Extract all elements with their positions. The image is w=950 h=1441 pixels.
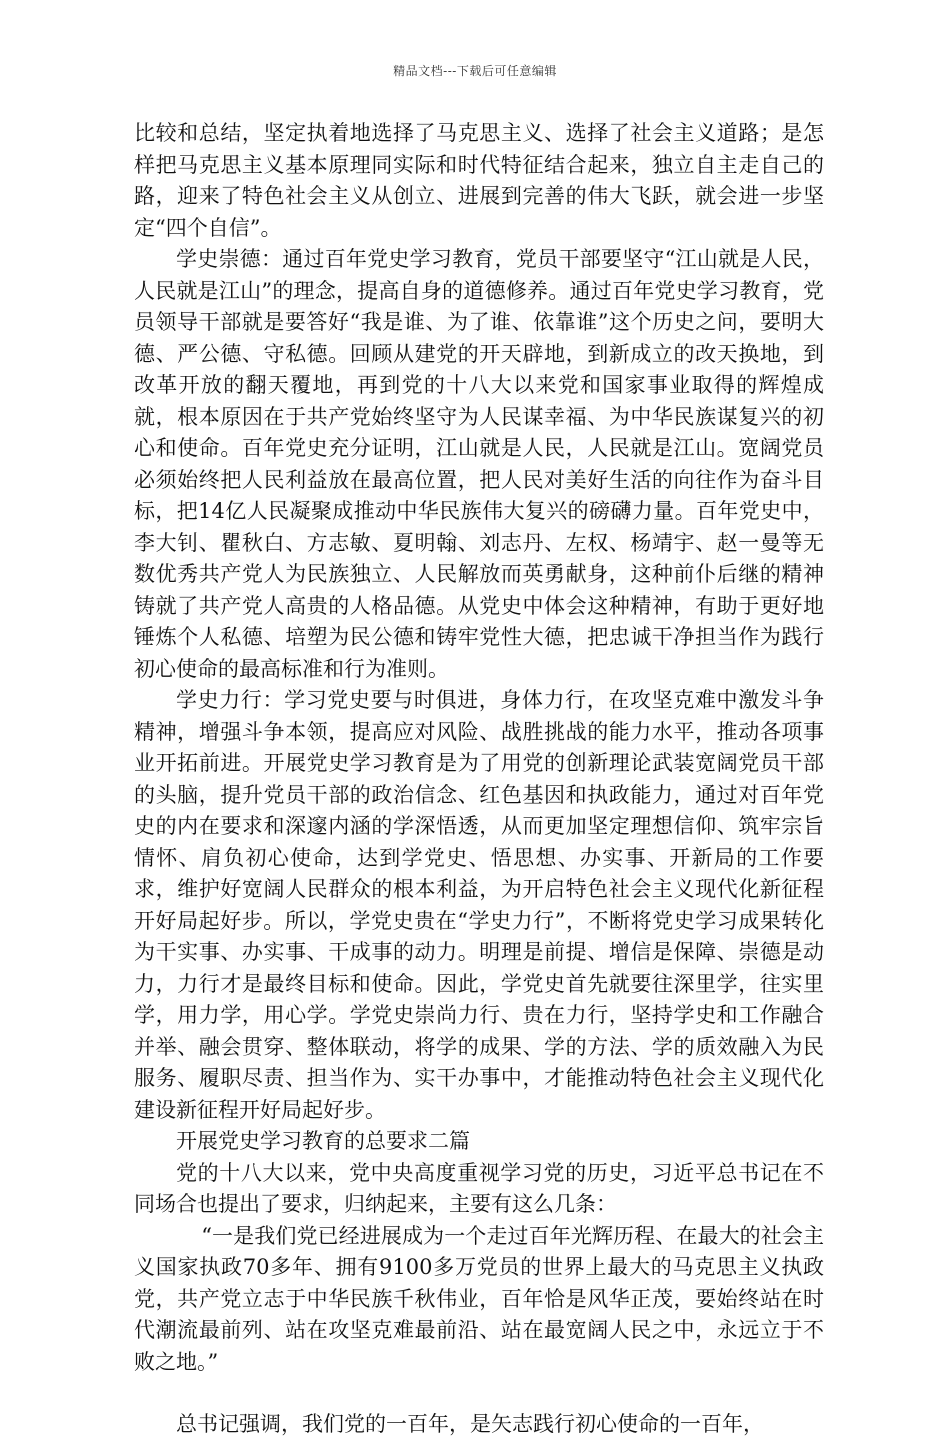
paragraph-summary: 党的十八大以来，党中央高度重视学习党的历史，习近平总书记在不同场合也提出了要求，归纳起来，主要有这么几条： (134, 1160, 824, 1216)
paragraph-closing: 总书记强调，我们党的一百年，是矢志践行初心使命的一百年， (176, 1412, 764, 1436)
paragraph-xueshi-lixing: 学史力行：学习党史要与时俱进，身体力行，在攻坚克难中激发斗争精神，增强斗争本领，提高应对风险、战胜挑战的能力水平，推动各项事业开拓前进。开展党史学习教育是为了用党的创新理论武装宽阔党员干部的头脑，提升党员干部的政治信念、红色基因和执政能力，通过对百年党史的内在要求和深邃内涵的学深悟透，从而更加坚定理想信仰、筑牢宗旨情怀、肩负初心使命，达到学党史、悟思想、办实事、开新局的工作要求，维护好宽阔人民群众的根本利益，为开启特色社会主义现代化新征程开好局起好步。所以，学党史贵在“学史力行”，不断将党史学习成果转化为干实事、办实事、干成事的动力。明理是前提、增信是保障、崇德是动力，力行才是最终目标和使命。因此，学党史首先就要往深里学，往实里学，用力学，用心学。学党史崇尚力行、贵在力行，坚持学史和工作融合并举、融会贯穿、整体联动，将学的成果、学的方法、学的质效融入为民服务、履职尽责、担当作为、实干办事中，才能推动特色社会主义现代化建设新征程开好局起好步。 (134, 688, 824, 1122)
paragraph-xueshi-chongde: 学史崇德：通过百年党史学习教育，党员干部要坚守“江山就是人民，人民就是江山”的理念，提高自身的道德修养。通过百年党史学习教育，党员领导干部就是要答好“我是谁、为了谁、依靠谁”这个历史之问，要明大德、严公德、守私德。回顾从建党的开天辟地，到新成立的改天换地，到改革开放的翻天覆地，再到党的十八大以来党和国家事业取得的辉煌成就，根本原因在于共产党始终坚守为人民谋幸福、为中华民族谋复兴的初心和使命。百年党史充分证明，江山就是人民，人民就是江山。宽阔党员必须始终把人民利益放在最高位置，把人民对美好生活的向往作为奋斗目标，把14亿人民凝聚成推动中华民族伟大复兴的磅礴力量。百年党史中，李大钊、瞿秋白、方志敏、夏明翰、刘志丹、左权、杨靖宇、赵一曼等无数优秀共产党人为民族独立、人民解放而英勇献身，这种前仆后继的精神铸就了共产党人高贵的人格品德。从党史中体会这种精神，有助于更好地锤炼个人私德、培塑为民公德和铸牢党性大德，把忠诚干净担当作为践行初心使命的最高标准和行为准则。 (134, 247, 824, 681)
document-body (134, 118, 824, 1441)
section-heading: 开展党史学习教育的总要求二篇 (176, 1129, 470, 1153)
blank-line (134, 1378, 824, 1409)
paragraph-intro: 比较和总结，坚定执着地选择了马克思主义、选择了社会主义道路；是怎样把马克思主义基本原理同实际和时代特征结合起来，独立自主走自己的路，迎来了特色社会主义从创立、进展到完善的伟大飞跃，就会进一步坚定“四个自信”。 (134, 121, 824, 240)
paragraph-quote: “一是我们党已经进展成为一个走过百年光辉历程、在最大的社会主义国家执政70多年、拥有9100多万党员的世界上最大的马克思主义执政党，共产党立志于中华民族千秋伟业，百年恰是风华正茂，要始终站在时代潮流最前列、站在攻坚克难最前沿、站在最宽阔人民之中，永远立于不败之地。” (134, 1223, 824, 1374)
page-header: 精品文档---下载后可任意编辑 (393, 64, 557, 78)
